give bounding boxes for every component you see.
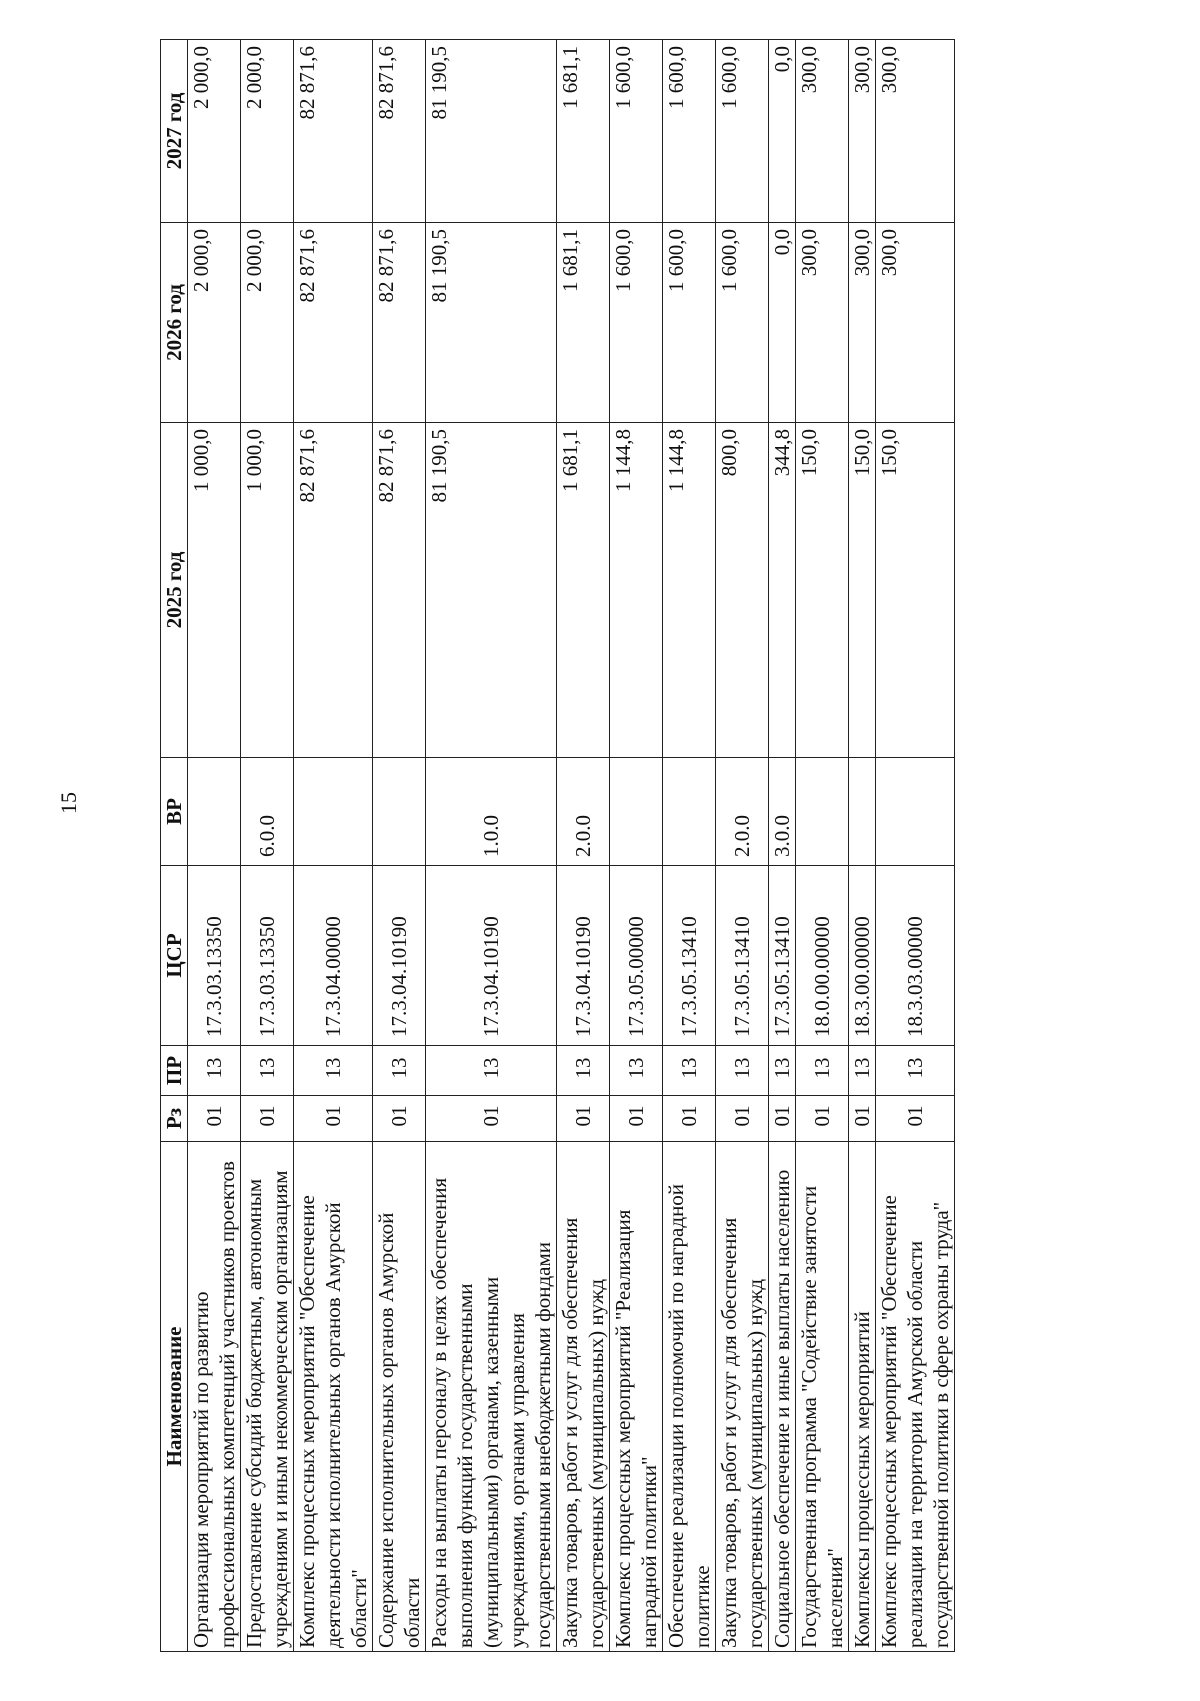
cell-csr: 17.3.04.10190 bbox=[373, 866, 426, 1046]
header-csr: ЦСР bbox=[161, 866, 188, 1046]
cell-csr: 17.3.03.13350 bbox=[188, 866, 241, 1046]
table-row bbox=[188, 40, 241, 1652]
cell-y2025: 1 144,8 bbox=[663, 423, 716, 758]
cell-pr: 13 bbox=[241, 1046, 294, 1096]
cell-csr: 17.3.05.13410 bbox=[716, 866, 769, 1046]
cell-y2025: 81 190,5 bbox=[426, 423, 557, 758]
cell-name: Комплекс процессных мероприятий "Реализация наградной политики" bbox=[610, 1142, 663, 1652]
cell-pr: 13 bbox=[876, 1046, 955, 1096]
table-row bbox=[373, 40, 426, 1652]
cell-y2027: 81 190,5 bbox=[426, 40, 557, 223]
table-row bbox=[796, 40, 849, 1652]
cell-rz: 01 bbox=[876, 1096, 955, 1142]
cell-y2026: 82 871,6 bbox=[373, 223, 426, 423]
cell-vr: 3.0.0 bbox=[769, 758, 796, 866]
cell-rz: 01 bbox=[188, 1096, 241, 1142]
cell-rz: 01 bbox=[796, 1096, 849, 1142]
header-2026: 2026 год bbox=[161, 223, 188, 423]
cell-csr: 17.3.04.10190 bbox=[426, 866, 557, 1046]
cell-y2027: 2 000,0 bbox=[241, 40, 294, 223]
cell-rz: 01 bbox=[716, 1096, 769, 1142]
table-row bbox=[610, 40, 663, 1652]
cell-vr: 1.0.0 bbox=[426, 758, 557, 866]
cell-name: Содержание исполнительных органов Амурской области bbox=[373, 1142, 426, 1652]
table-body bbox=[188, 40, 955, 1652]
cell-csr: 18.0.00.00000 bbox=[796, 866, 849, 1046]
cell-name: Организация мероприятий по развитию профессиональных компетенций участников проектов bbox=[188, 1142, 241, 1652]
cell-rz: 01 bbox=[849, 1096, 876, 1142]
cell-pr: 13 bbox=[294, 1046, 373, 1096]
cell-y2026: 82 871,6 bbox=[294, 223, 373, 423]
cell-y2026: 1 600,0 bbox=[663, 223, 716, 423]
cell-y2025: 82 871,6 bbox=[294, 423, 373, 758]
cell-name: Комплекс процессных мероприятий "Обеспечение реализации на территории Амурской области государственной политики в сфере охраны труда" bbox=[876, 1142, 955, 1652]
cell-pr: 13 bbox=[849, 1046, 876, 1096]
cell-csr: 17.3.05.13410 bbox=[769, 866, 796, 1046]
cell-vr bbox=[294, 758, 373, 866]
cell-y2025: 800,0 bbox=[716, 423, 769, 758]
cell-rz: 01 bbox=[241, 1096, 294, 1142]
cell-csr: 17.3.03.13350 bbox=[241, 866, 294, 1046]
cell-name: Государственная программа "Содействие занятости населения" bbox=[796, 1142, 849, 1652]
table-row bbox=[876, 40, 955, 1652]
table-row bbox=[557, 40, 610, 1652]
cell-name: Расходы на выплаты персоналу в целях обеспечения выполнения функций государственными (муниципальными) органами, казенными учреждениями, органами управления государственными внебюджетными фондами bbox=[426, 1142, 557, 1652]
cell-y2027: 82 871,6 bbox=[373, 40, 426, 223]
cell-pr: 13 bbox=[188, 1046, 241, 1096]
cell-y2025: 150,0 bbox=[796, 423, 849, 758]
cell-pr: 13 bbox=[426, 1046, 557, 1096]
cell-y2027: 1 600,0 bbox=[716, 40, 769, 223]
cell-y2025: 1 144,8 bbox=[610, 423, 663, 758]
rotated-table-container bbox=[160, 40, 955, 1652]
cell-vr bbox=[373, 758, 426, 866]
cell-rz: 01 bbox=[557, 1096, 610, 1142]
cell-pr: 13 bbox=[610, 1046, 663, 1096]
cell-y2026: 300,0 bbox=[796, 223, 849, 423]
cell-y2026: 1 600,0 bbox=[610, 223, 663, 423]
table-row bbox=[294, 40, 373, 1652]
cell-vr bbox=[796, 758, 849, 866]
cell-name: Закупка товаров, работ и услуг для обеспечения государственных (муниципальных) нужд bbox=[716, 1142, 769, 1652]
cell-pr: 13 bbox=[769, 1046, 796, 1096]
cell-y2027: 0,0 bbox=[769, 40, 796, 223]
cell-csr: 17.3.04.00000 bbox=[294, 866, 373, 1046]
cell-csr: 18.3.00.00000 bbox=[849, 866, 876, 1046]
cell-y2027: 1 600,0 bbox=[610, 40, 663, 223]
cell-y2027: 82 871,6 bbox=[294, 40, 373, 223]
cell-pr: 13 bbox=[663, 1046, 716, 1096]
cell-name: Комплексы процессных мероприятий bbox=[849, 1142, 876, 1652]
table-row bbox=[849, 40, 876, 1652]
cell-vr: 2.0.0 bbox=[716, 758, 769, 866]
cell-y2027: 300,0 bbox=[849, 40, 876, 223]
cell-y2026: 2 000,0 bbox=[241, 223, 294, 423]
header-pr: ПР bbox=[161, 1046, 188, 1096]
cell-vr bbox=[610, 758, 663, 866]
cell-y2025: 1 681,1 bbox=[557, 423, 610, 758]
cell-y2026: 2 000,0 bbox=[188, 223, 241, 423]
cell-rz: 01 bbox=[769, 1096, 796, 1142]
header-name: Наименование bbox=[161, 1142, 188, 1652]
header-2025: 2025 год bbox=[161, 423, 188, 758]
cell-pr: 13 bbox=[716, 1046, 769, 1096]
cell-y2026: 0,0 bbox=[769, 223, 796, 423]
cell-pr: 13 bbox=[557, 1046, 610, 1096]
cell-y2027: 2 000,0 bbox=[188, 40, 241, 223]
cell-pr: 13 bbox=[796, 1046, 849, 1096]
cell-pr: 13 bbox=[373, 1046, 426, 1096]
cell-y2026: 1 600,0 bbox=[716, 223, 769, 423]
cell-y2025: 1 000,0 bbox=[188, 423, 241, 758]
table-row bbox=[716, 40, 769, 1652]
cell-name: Закупка товаров, работ и услуг для обеспечения государственных (муниципальных) нужд bbox=[557, 1142, 610, 1652]
cell-name: Комплекс процессных мероприятий "Обеспечение деятельности исполнительных органов Амурской области" bbox=[294, 1142, 373, 1652]
cell-y2025: 1 000,0 bbox=[241, 423, 294, 758]
cell-y2027: 300,0 bbox=[876, 40, 955, 223]
table-row bbox=[426, 40, 557, 1652]
table-header-row bbox=[161, 40, 188, 1652]
cell-csr: 17.3.05.13410 bbox=[663, 866, 716, 1046]
cell-y2026: 300,0 bbox=[849, 223, 876, 423]
cell-rz: 01 bbox=[663, 1096, 716, 1142]
cell-name: Обеспечение реализации полномочий по наградной политике bbox=[663, 1142, 716, 1652]
cell-y2026: 1 681,1 bbox=[557, 223, 610, 423]
cell-y2027: 1 600,0 bbox=[663, 40, 716, 223]
header-vr: ВР bbox=[161, 758, 188, 866]
cell-vr: 6.0.0 bbox=[241, 758, 294, 866]
cell-vr bbox=[663, 758, 716, 866]
cell-vr bbox=[188, 758, 241, 866]
cell-rz: 01 bbox=[610, 1096, 663, 1142]
table-row bbox=[241, 40, 294, 1652]
cell-vr bbox=[849, 758, 876, 866]
header-rz: Рз bbox=[161, 1096, 188, 1142]
cell-rz: 01 bbox=[373, 1096, 426, 1142]
cell-rz: 01 bbox=[426, 1096, 557, 1142]
cell-rz: 01 bbox=[294, 1096, 373, 1142]
page-number: 15 bbox=[56, 792, 81, 814]
cell-name: Социальное обеспечение и иные выплаты населению bbox=[769, 1142, 796, 1652]
budget-table bbox=[160, 39, 955, 1652]
cell-csr: 17.3.04.10190 bbox=[557, 866, 610, 1046]
cell-y2027: 1 681,1 bbox=[557, 40, 610, 223]
cell-y2025: 82 871,6 bbox=[373, 423, 426, 758]
cell-y2026: 300,0 bbox=[876, 223, 955, 423]
cell-vr: 2.0.0 bbox=[557, 758, 610, 866]
cell-y2025: 150,0 bbox=[849, 423, 876, 758]
cell-name: Предоставление субсидий бюджетным, автономным учреждениям и иным некоммерческим организациям bbox=[241, 1142, 294, 1652]
cell-vr bbox=[876, 758, 955, 866]
cell-y2025: 344,8 bbox=[769, 423, 796, 758]
cell-y2025: 150,0 bbox=[876, 423, 955, 758]
header-2027: 2027 год bbox=[161, 40, 188, 223]
table-row bbox=[769, 40, 796, 1652]
cell-y2026: 81 190,5 bbox=[426, 223, 557, 423]
table-row bbox=[663, 40, 716, 1652]
cell-y2027: 300,0 bbox=[796, 40, 849, 223]
cell-csr: 17.3.05.00000 bbox=[610, 866, 663, 1046]
cell-csr: 18.3.03.00000 bbox=[876, 866, 955, 1046]
